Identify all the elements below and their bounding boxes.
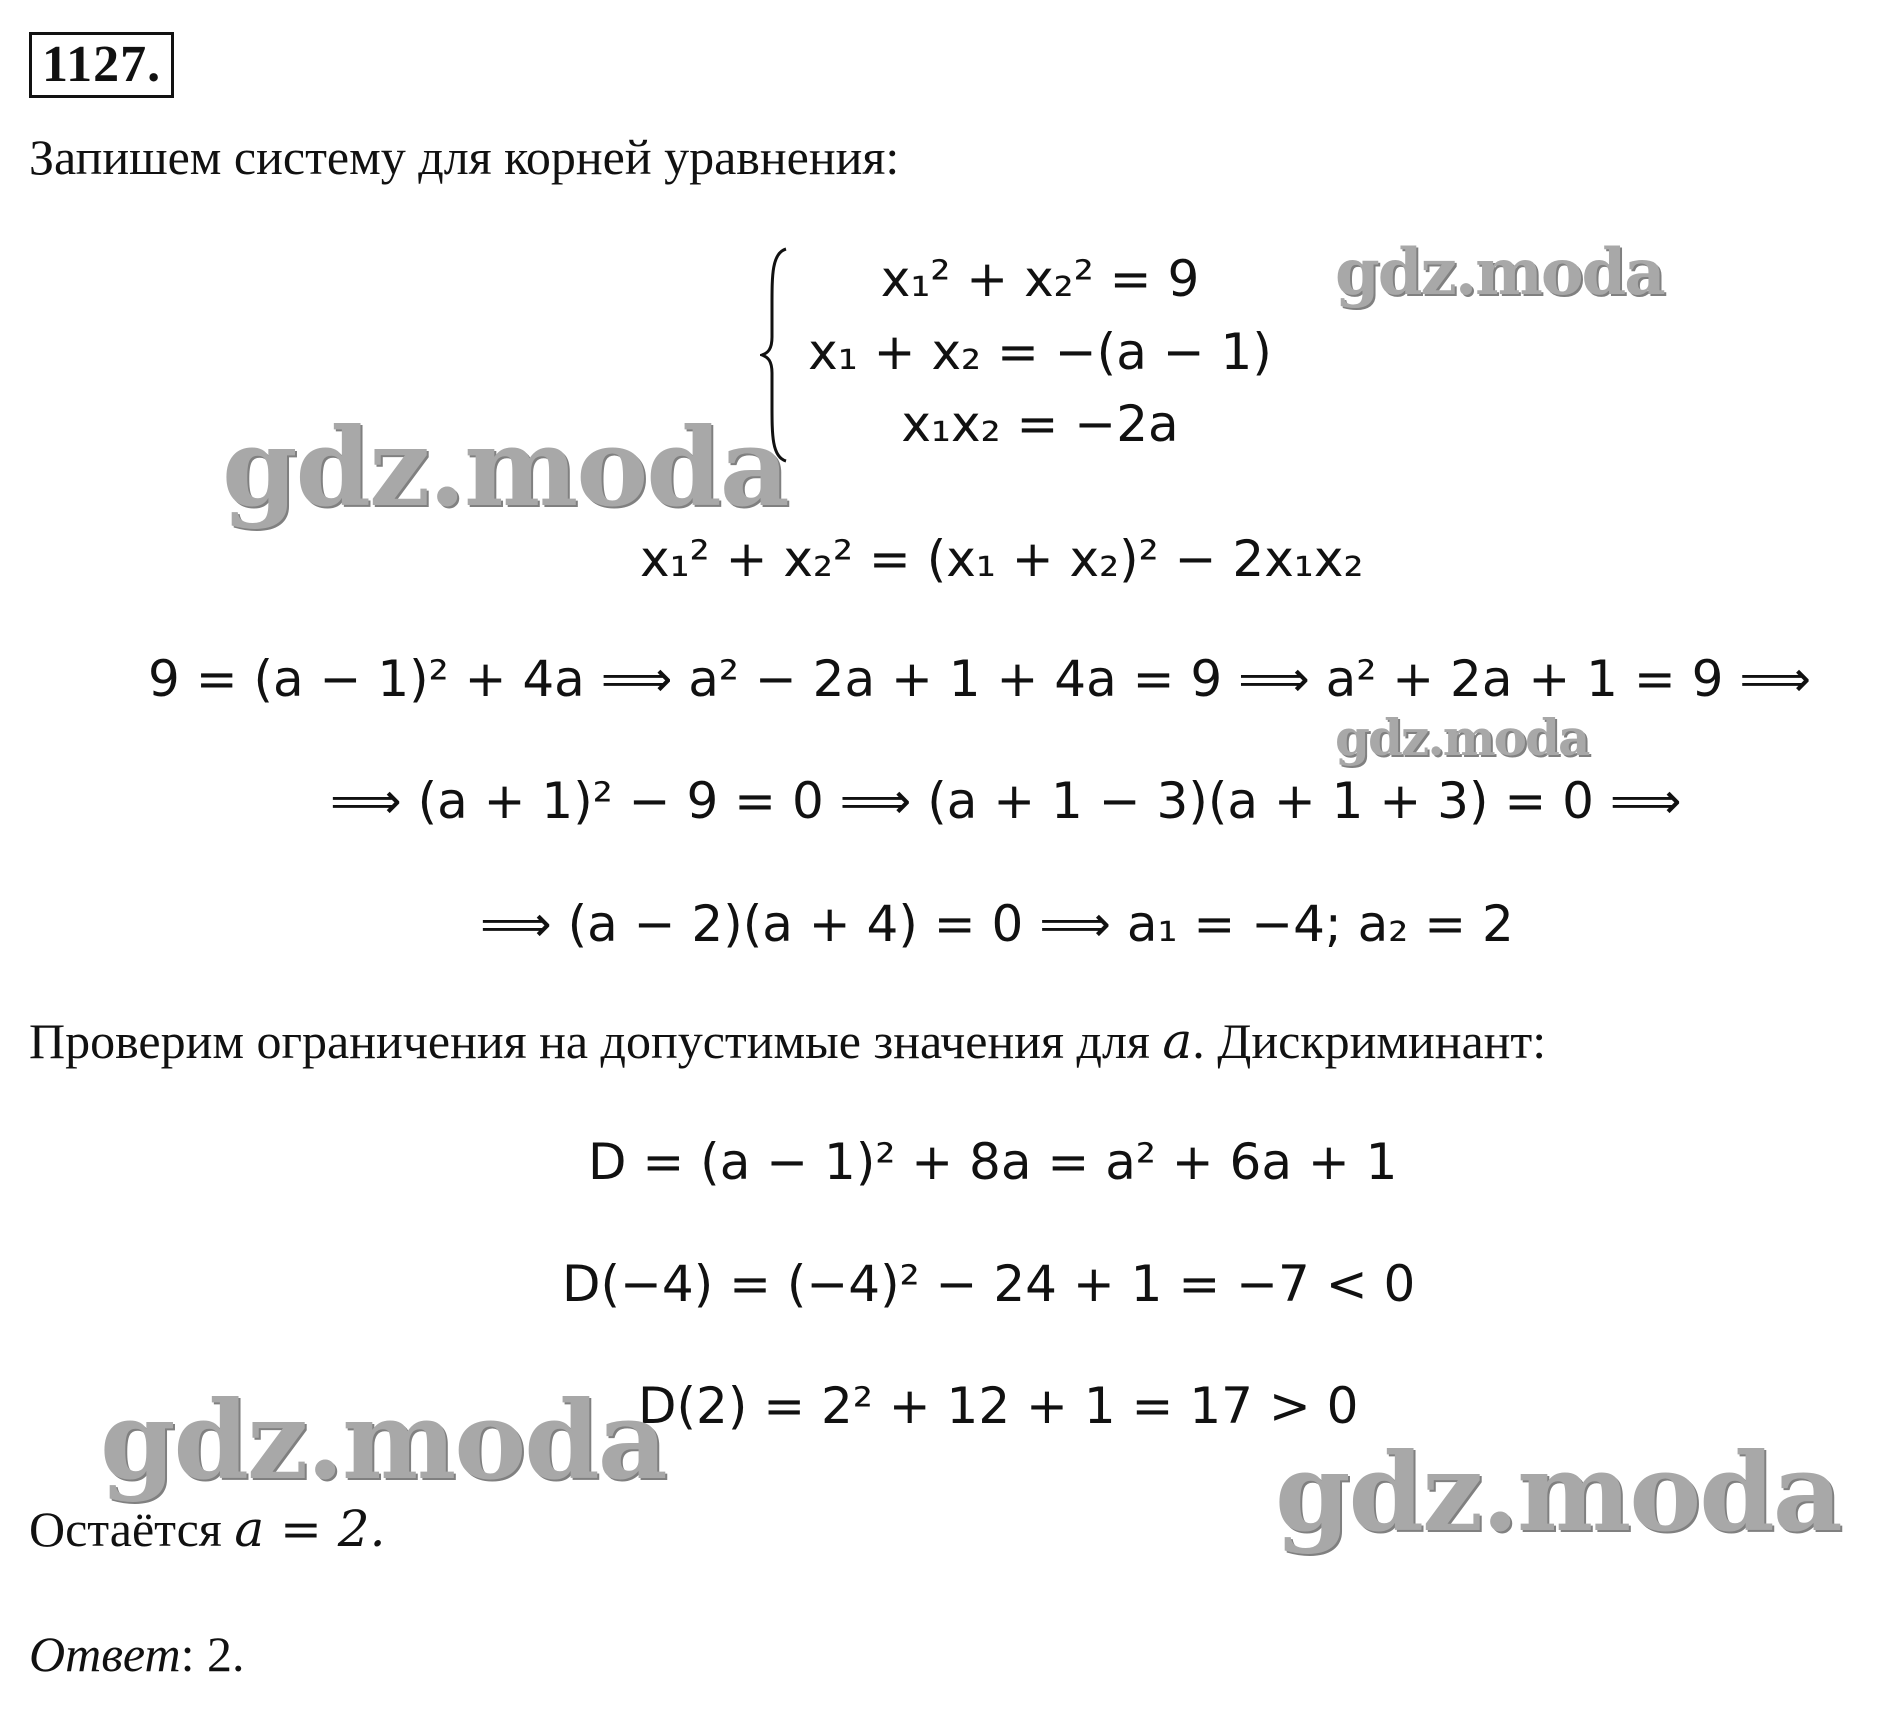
intro-text: Запишем систему для корней уравнения: — [29, 129, 900, 185]
remains-text — [29, 1500, 386, 1558]
watermark-logo: gdz.moda — [222, 405, 788, 531]
check-variable: a — [1162, 1012, 1193, 1070]
check-text — [29, 1012, 1546, 1070]
answer-value: : 2. — [180, 1626, 245, 1682]
watermark-logo: gdz.moda — [1275, 1430, 1841, 1556]
derivation-line-1: 9 = (a − 1)² + 4a ⟹ a² − 2a + 1 + 4a = 9 ⟹ a² + 2a + 1 = 9 ⟹ — [148, 650, 1812, 708]
system-line-2: x₁ + x₂ = −(a − 1) — [808, 323, 1272, 381]
remains-prefix: Остаётся — [29, 1501, 235, 1557]
equation-system — [760, 245, 1280, 465]
derivation-line-2: ⟹ (a + 1)² − 9 = 0 ⟹ (a + 1 − 3)(a + 1 + 3) = 0 ⟹ — [330, 772, 1682, 830]
system-line-3: x₁x₂ = −2a — [901, 395, 1179, 453]
watermark-logo: gdz.moda — [1335, 708, 1589, 767]
derivation-line-3: ⟹ (a − 2)(a + 4) = 0 ⟹ a₁ = −4; a₂ = 2 — [480, 895, 1514, 953]
remains-value: a = 2. — [234, 1500, 386, 1558]
answer-line — [29, 1625, 244, 1683]
discriminant-at-2: D(2) = 2² + 12 + 1 = 17 > 0 — [638, 1377, 1359, 1435]
discriminant-formula: D = (a − 1)² + 8a = a² + 6a + 1 — [588, 1133, 1398, 1191]
watermark-logo: gdz.moda — [100, 1378, 666, 1504]
check-text-prefix: Проверим ограничения на допустимые значения для — [29, 1013, 1163, 1069]
system-line-1: x₁² + x₂² = 9 — [880, 250, 1200, 308]
watermark-logo: gdz.moda — [1335, 235, 1664, 310]
discriminant-at-minus-4: D(−4) = (−4)² − 24 + 1 = −7 < 0 — [562, 1255, 1416, 1313]
check-text-suffix: . Дискриминант: — [1192, 1013, 1547, 1069]
identity-formula: x₁² + x₂² = (x₁ + x₂)² − 2x₁x₂ — [640, 530, 1364, 588]
problem-number: 1127. — [29, 32, 174, 98]
answer-label: Ответ — [29, 1626, 181, 1682]
